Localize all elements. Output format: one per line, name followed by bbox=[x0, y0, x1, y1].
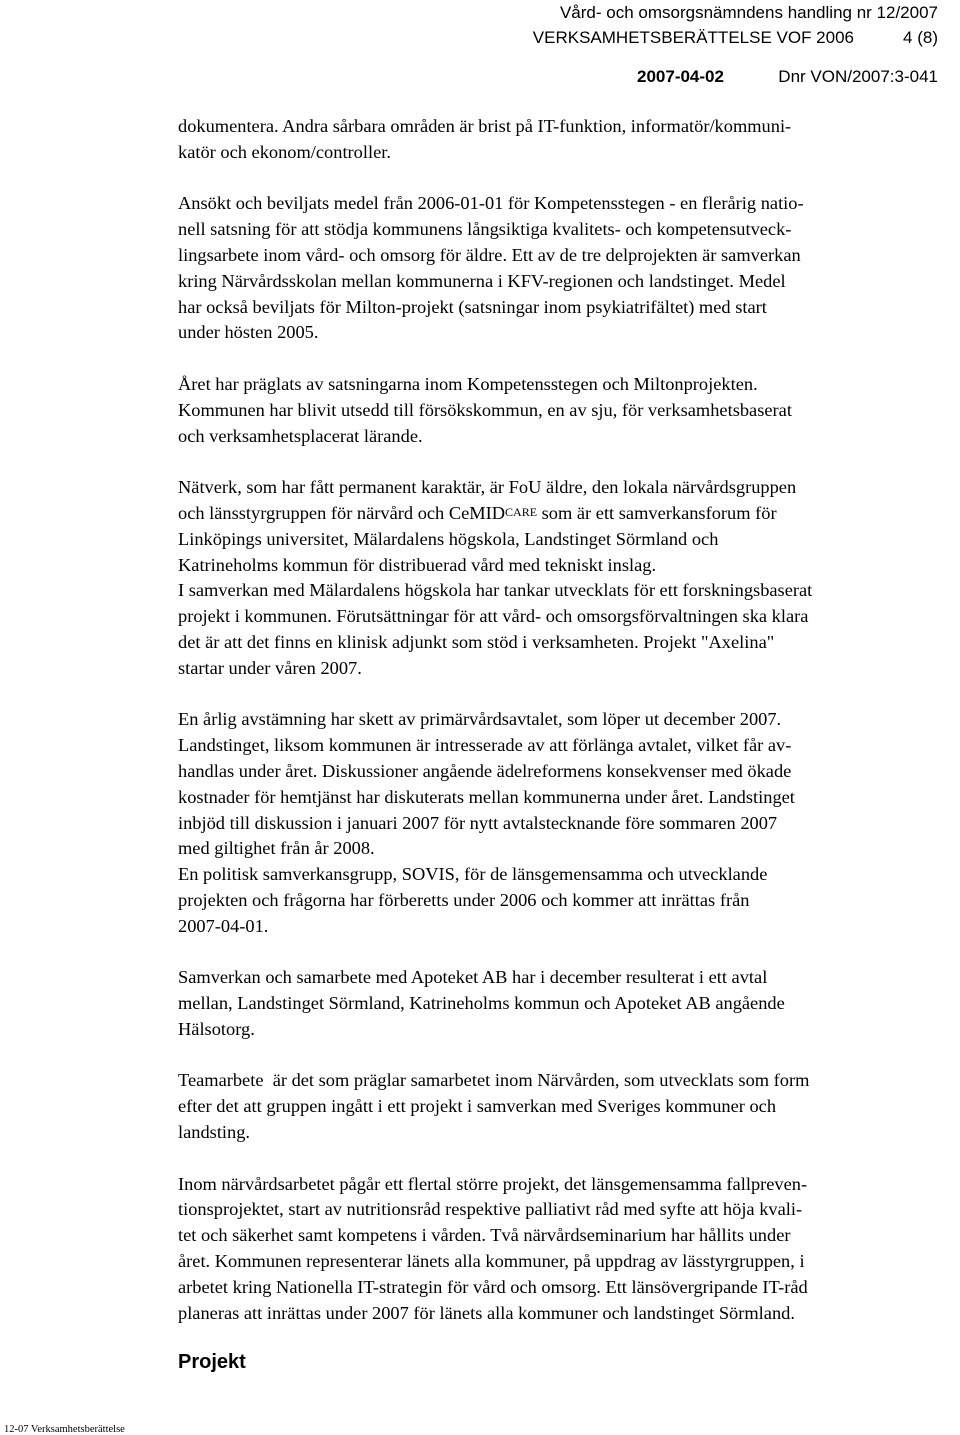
cemid-superscript: CARE bbox=[505, 504, 538, 519]
body-line: 2007-04-01. bbox=[178, 915, 269, 936]
header-date-row bbox=[518, 50, 938, 86]
body-line: projekten och frågorna har förberetts under 2006 och kommer att inrättas från bbox=[178, 889, 750, 910]
body-line: med giltighet från år 2008. bbox=[178, 838, 375, 859]
header-title-row bbox=[518, 0, 938, 25]
header-dnr: Dnr VON/2007:3-041 bbox=[778, 67, 938, 86]
body-line: Hälsotorg. bbox=[178, 1018, 255, 1039]
body-line: Katrineholms kommun för distribuerad vård med tekniskt inslag. bbox=[178, 554, 657, 575]
body-line: I samverkan med Mälardalens högskola har tankar utvecklats för ett forskningsbaserat bbox=[178, 580, 813, 601]
body-line: dokumentera. Andra sårbara områden är brist på IT-funktion, informatör/kommuni- bbox=[178, 116, 792, 136]
header-report-row bbox=[518, 25, 938, 50]
body-line: Linköpings universitet, Mälardalens högskola, Landstinget Sörmland och bbox=[178, 528, 719, 549]
body-line-cemid bbox=[178, 501, 948, 527]
body-line: har också beviljats för Milton-projekt (satsningar inom psykiatrifältet) med start bbox=[178, 296, 767, 317]
body-line: mellan, Landstinget Sörmland, Katrineholms kommun och Apoteket AB angående bbox=[178, 993, 785, 1014]
body-line: Landstinget, liksom kommunen är intresserade av att förlänga avtalet, vilket får av- bbox=[178, 735, 792, 756]
body-line: En årlig avstämning har skett av primärvårdsavtalet, som löper ut december 2007. bbox=[178, 709, 782, 730]
body-line: Året har präglats av satsningarna inom Kompetensstegen och Miltonprojekten. bbox=[178, 373, 758, 394]
body-line: och verksamhetsplacerat lärande. bbox=[178, 425, 423, 446]
body-line: kostnader för hemtjänst har diskuterats mellan kommunerna under året. Landstinget bbox=[178, 786, 795, 807]
page-footer: 12-07 Verksamhetsberättelse bbox=[4, 1424, 125, 1435]
body-line: handlas under året. Diskussioner angående ädelreformens konsekvenser med ökade bbox=[178, 760, 792, 781]
cemid-text-before: och länsstyrgruppen för närvård och CeMID bbox=[178, 502, 506, 523]
document-header bbox=[518, 0, 938, 86]
body-line: En politisk samverkansgrupp, SOVIS, för de länsgemensamma och utvecklande bbox=[178, 864, 768, 885]
body-line: startar under våren 2007. bbox=[178, 657, 362, 678]
body-line: nell satsning för att stödja kommunens långsiktiga kvalitets- och kompetensutveck- bbox=[178, 219, 792, 240]
body-line: katör och ekonom/controller. bbox=[178, 141, 391, 162]
body-line: tet och säkerhet samt kompetens i vården. Två närvårdseminarium har hållits under bbox=[178, 1225, 791, 1246]
body-line: Teamarbete är det som präglar samarbetet inom Närvården, som utvecklats som form bbox=[178, 1070, 810, 1091]
header-report-name: VERKSAMHETSBERÄTTELSE VOF 2006 bbox=[532, 28, 854, 47]
body-line: tionsprojektet, start av nutritionsråd respektive palliativt råd med syfte att höja kvali- bbox=[178, 1199, 803, 1220]
header-page-number: 4 (8) bbox=[903, 28, 938, 47]
body-line: kring Närvårdsskolan mellan kommunerna i KFV-regionen och landstinget. Medel bbox=[178, 270, 786, 291]
header-date: 2007-04-02 bbox=[637, 67, 724, 86]
body-line: året. Kommunen representerar länets alla kommuner, på uppdrag av lässtyrgruppen, i bbox=[178, 1251, 805, 1272]
body-line: under hösten 2005. bbox=[178, 322, 319, 343]
body-line: inbjöd till diskussion i januari 2007 för nytt avtalstecknande före sommaren 2007 bbox=[178, 812, 778, 833]
section-heading: Projekt bbox=[178, 1351, 246, 1373]
cemid-text-after: som är ett samverkansforum för bbox=[537, 502, 777, 523]
header-title: Vård- och omsorgsnämndens handling nr 12/2007 bbox=[559, 3, 938, 22]
body-line: landsting. bbox=[178, 1122, 251, 1143]
body-line: planeras att inrättas under 2007 för länets alla kommuner och landstinget Sörmland. bbox=[178, 1302, 795, 1323]
body-line: arbetet kring Nationella IT-strategin för vård och omsorg. Ett länsövergripande IT-råd bbox=[178, 1276, 808, 1297]
body-line: Ansökt och beviljats medel från 2006-01-01 för Kompetensstegen - en flerårig natio- bbox=[178, 193, 804, 214]
body-line: det är att det finns en klinisk adjunkt som stöd i verksamheten. Projekt "Axelina" bbox=[178, 631, 775, 652]
body-line: Kommunen har blivit utsedd till försökskommun, en av sju, för verksamhetsbaserat bbox=[178, 399, 792, 420]
body-line: Inom närvårdsarbetet pågår ett flertal större projekt, det länsgemensamma fallpreven- bbox=[178, 1173, 808, 1194]
body-line: Samverkan och samarbete med Apoteket AB har i december resulterat i ett avtal bbox=[178, 967, 768, 988]
body-line: Nätverk, som har fått permanent karaktär, är FoU äldre, den lokala närvårdsgruppen bbox=[178, 477, 797, 498]
body-line: lingsarbete inom vård- och omsorg för äldre. Ett av de tre delprojekten är samverkan bbox=[178, 244, 801, 265]
document-body bbox=[178, 114, 948, 1326]
body-line: efter det att gruppen ingått i ett projekt i samverkan med Sveriges kommuner och bbox=[178, 1096, 777, 1117]
body-line: projekt i kommunen. Förutsättningar för att vård- och omsorgsförvaltningen ska klara bbox=[178, 606, 809, 627]
